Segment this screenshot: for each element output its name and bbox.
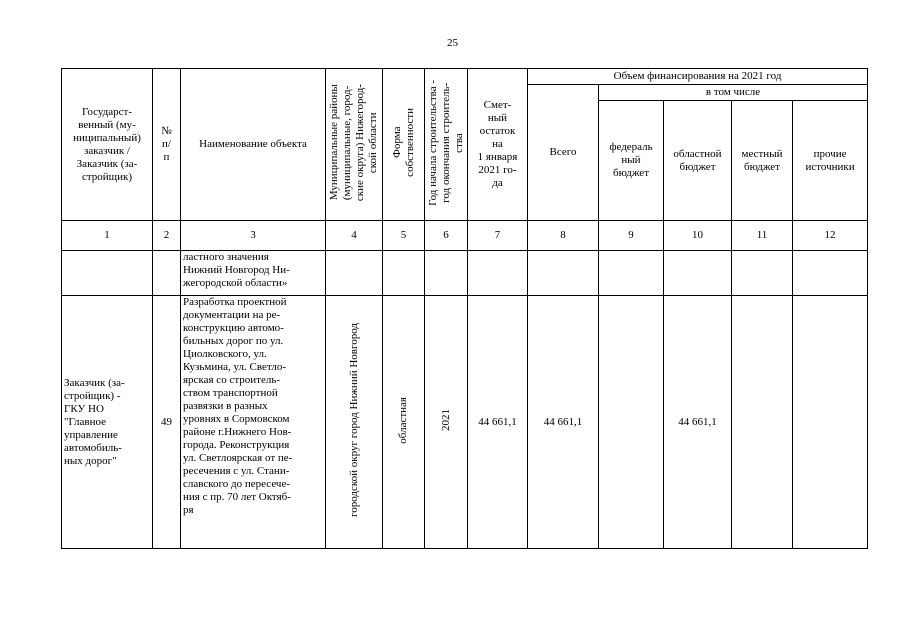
column-number: 2 [153,221,181,251]
column-number: 10 [664,221,732,251]
header-balance: Смет- ный остаток на 1 января 2021 го- да [468,69,528,221]
continuation-row [62,251,868,296]
header-federal: федераль ный бюджет [599,101,664,221]
header-local: местный бюджет [732,101,793,221]
column-number: 4 [326,221,383,251]
regional-cell: 44 661,1 [664,296,732,549]
column-number: 9 [599,221,664,251]
column-number: 3 [181,221,326,251]
financing-table [61,68,868,549]
ownership-cell: областная [383,296,425,549]
column-number: 5 [383,221,425,251]
header-financing: Объем финансирования на 2021 год [528,69,868,85]
column-number: 7 [468,221,528,251]
header-years: Год начала строительства - год окончания строитель- ства [425,69,468,221]
header-object-name: Наименование объекта [181,69,326,221]
balance-cell: 44 661,1 [468,296,528,549]
other-cell [793,296,868,549]
column-number: 12 [793,221,868,251]
federal-cell [599,296,664,549]
header-ownership: Форма собственности [383,69,425,221]
table-row [62,296,868,549]
header-customer: Государст- венный (му- ниципальный) заказчик / Заказчик (за- стройщик) [62,69,153,221]
row-number-cell: 49 [153,296,181,549]
column-number-row [62,221,868,251]
header-districts: Муниципальные районы (муниципальные, город- ские округа) Нижегород- ской области [326,69,383,221]
continuation-object-name: ластного значения Нижний Новгород Ни- жегородской области» [181,251,326,296]
header-regional: областной бюджет [664,101,732,221]
page-number: 25 [447,37,458,49]
column-number: 1 [62,221,153,251]
years-cell: 2021 [425,296,468,549]
header-total: Всего [528,85,599,221]
column-number: 11 [732,221,793,251]
column-number: 8 [528,221,599,251]
header-other: прочие источники [793,101,868,221]
header-including: в том числе [599,85,868,101]
object-name-cell: Разработка проектной документации на ре- конструкцию автомо- бильных дорог по ул. Циолковского, ул. Кузьмина, ул. Светло- ярская со строитель- ством транспортной развязки в разных уровнях в Сормовском районе г.Нижнего Нов- города. Реконструкция ул. Светлоярская от пе- ресечения с ул. Стани- славского до пересече- ния с пр. 70 лет Октяб- ря [181,296,326,549]
header-num: № п/ п [153,69,181,221]
customer-cell: Заказчик (за- стройщик) - ГКУ НО "Главное управление автомобиль- ных дорог" [62,296,153,549]
local-cell [732,296,793,549]
district-cell: городской округ город Нижний Новгород [326,296,383,549]
total-cell: 44 661,1 [528,296,599,549]
column-number: 6 [425,221,468,251]
